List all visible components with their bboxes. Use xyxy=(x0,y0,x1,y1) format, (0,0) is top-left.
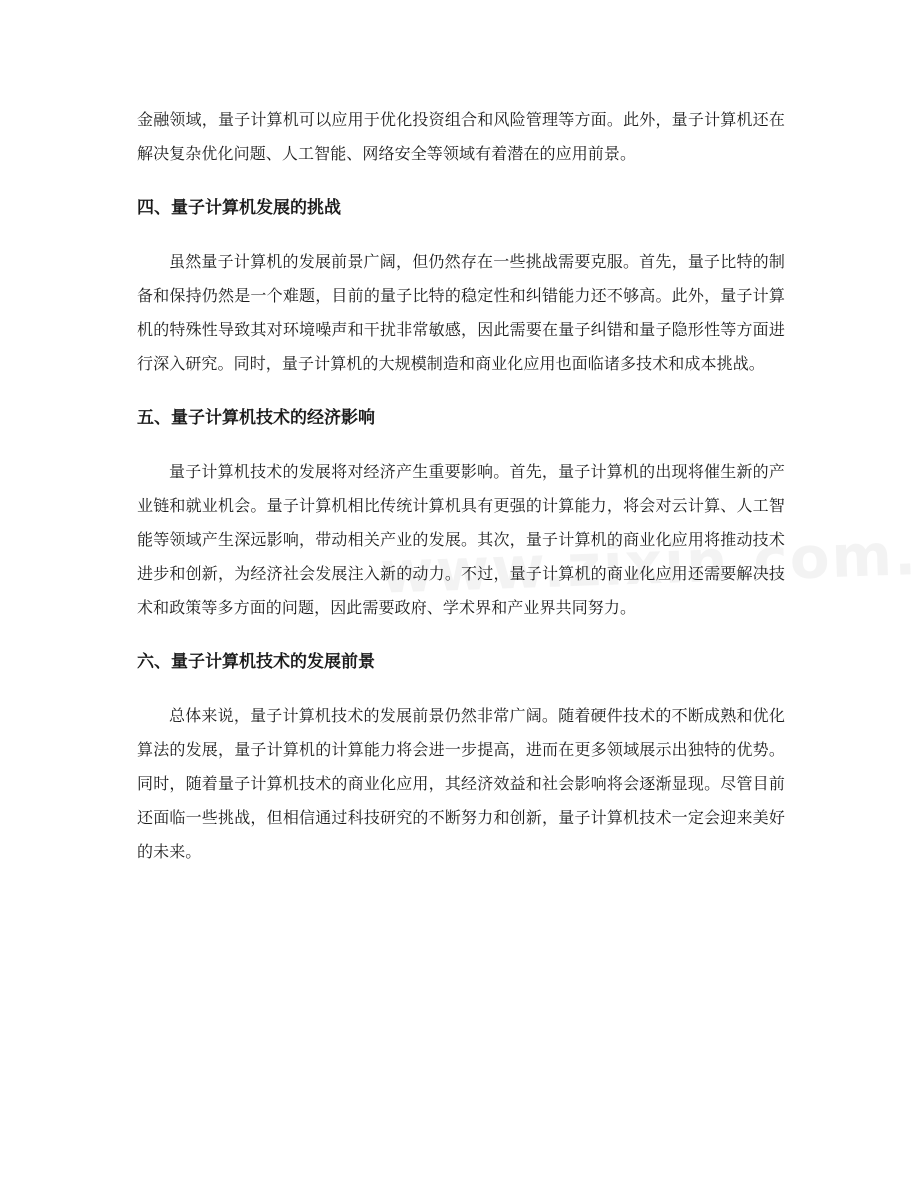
section-paragraph-prospects: 总体来说，量子计算机技术的发展前景仍然非常广阔。随着硬件技术的不断成熟和优化算法的发展，量子计算机的计算能力将会进一步提高，进而在更多领域展示出独特的优势。同时，随着量子计算机技术的商业化应用，其经济效益和社会影响将会逐渐显现。尽管目前还面临一些挑战，但相信通过科技研究的不断努力和创新，量子计算机技术一定会迎来美好的未来。 xyxy=(137,706,785,861)
intro-paragraph: 金融领域，量子计算机可以应用于优化投资组合和风险管理等方面。此外，量子计算机还在解决复杂优化问题、人工智能、网络安全等领域有着潜在的应用前景。 xyxy=(137,110,785,163)
document-body xyxy=(137,103,785,869)
section-heading-prospects: 六、量子计算机技术的发展前景 xyxy=(137,652,375,672)
section-paragraph-economic-impact: 量子计算机技术的发展将对经济产生重要影响。首先，量子计算机的出现将催生新的产业链和就业机会。量子计算机相比传统计算机具有更强的计算能力，将会对云计算、人工智能等领域产生深远影响，带动相关产业的发展。其次，量子计算机的商业化应用将推动技术进步和创新，为经济社会发展注入新的动力。不过，量子计算机的商业化应用还需要解决技术和政策等多方面的问题，因此需要政府、学术界和产业界共同努力。 xyxy=(137,462,785,617)
section-paragraph-challenges: 虽然量子计算机的发展前景广阔，但仍然存在一些挑战需要克服。首先，量子比特的制备和保持仍然是一个难题，目前的量子比特的稳定性和纠错能力还不够高。此外，量子计算机的特殊性导致其对环境噪声和干扰非常敏感，因此需要在量子纠错和量子隐形性等方面进行深入研究。同时，量子计算机的大规模制造和商业化应用也面临诸多技术和成本挑战。 xyxy=(137,252,785,373)
section-heading-economic-impact: 五、量子计算机技术的经济影响 xyxy=(137,408,375,428)
section-heading-challenges: 四、量子计算机发展的挑战 xyxy=(137,198,341,218)
